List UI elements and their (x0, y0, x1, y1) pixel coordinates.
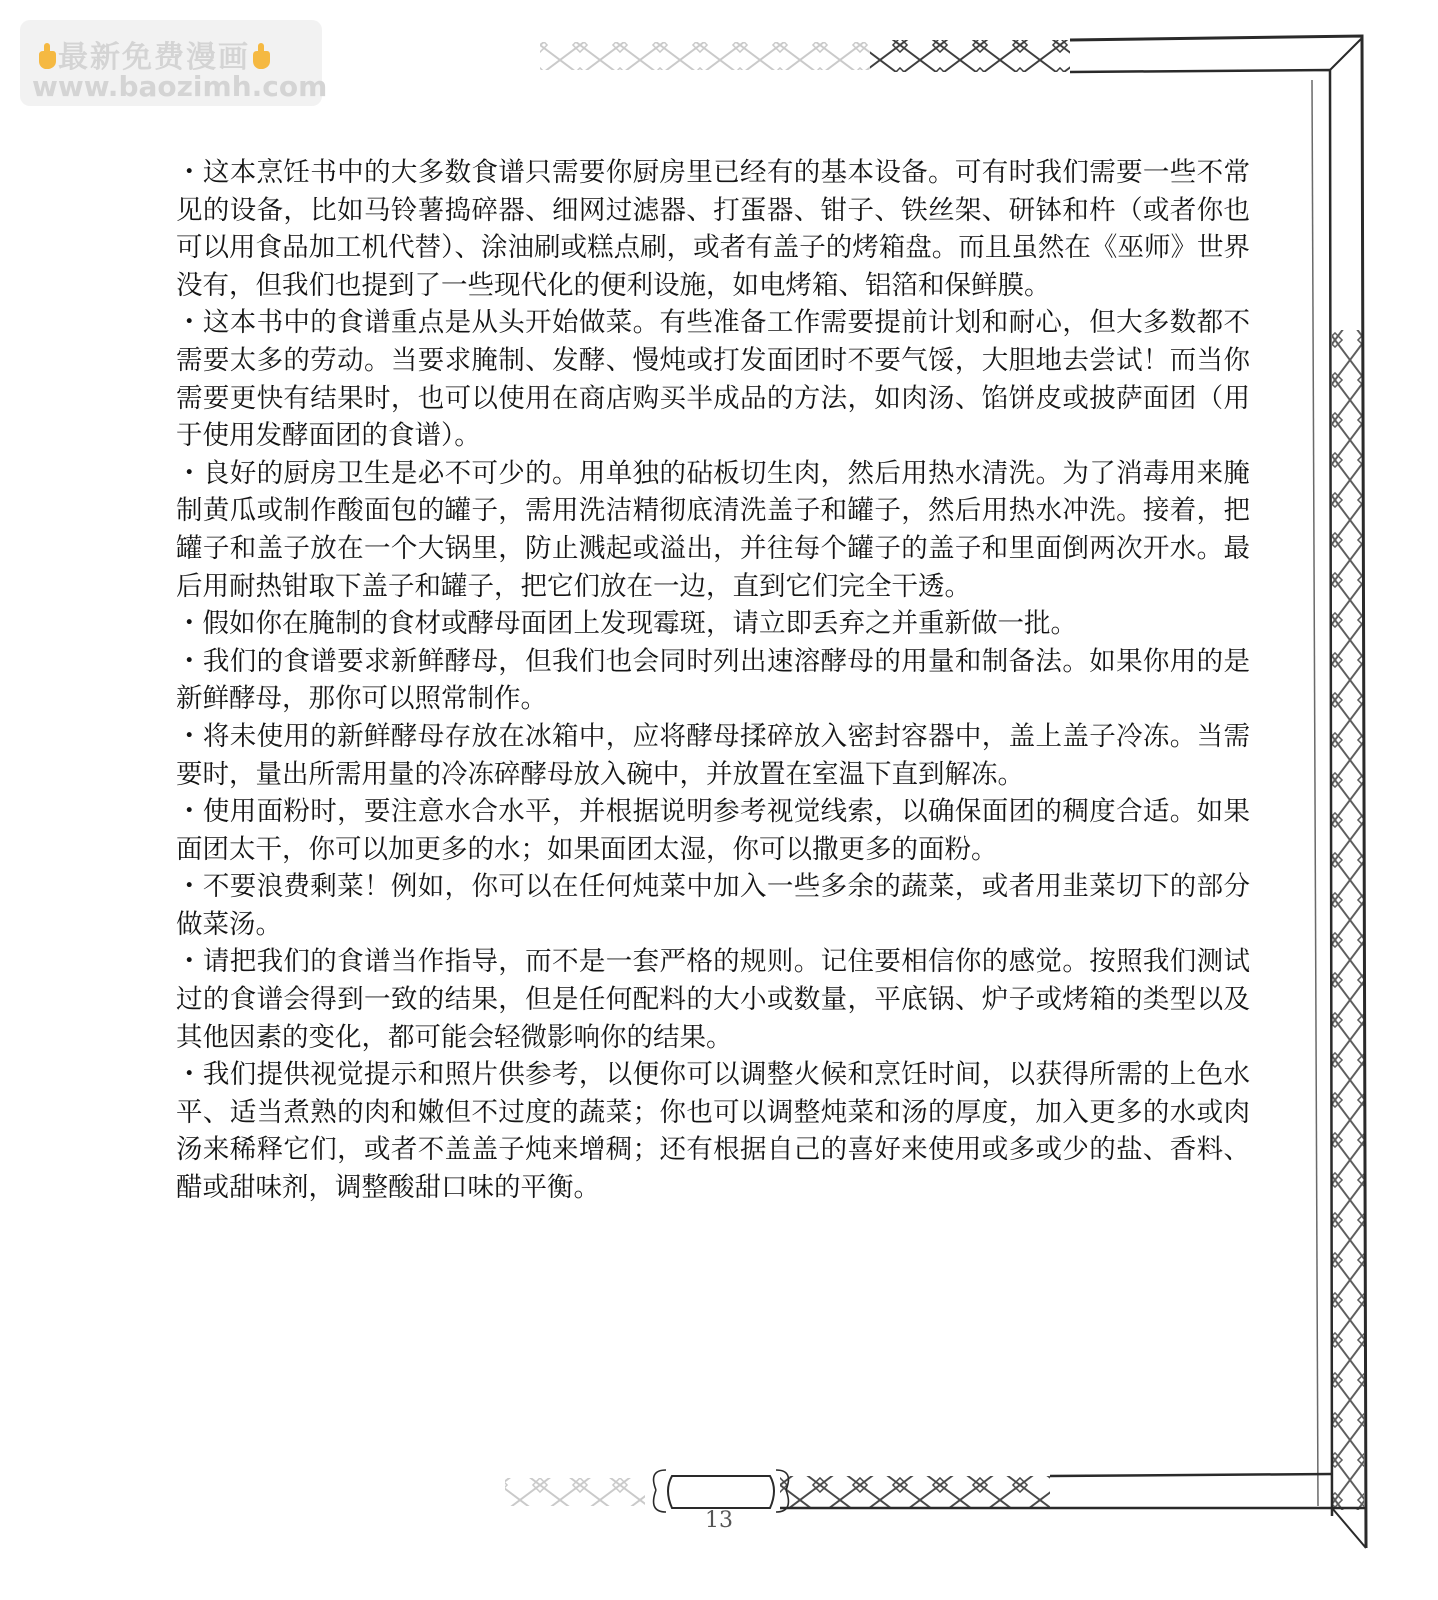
paragraph: ・请把我们的食谱当作指导，而不是一套严格的规则。记住要相信你的感觉。按照我们测试过的食谱会得到一致的结果，但是任何配料的大小或数量，平底锅、炉子或烤箱的类型以及其他因素的变化，都可能会轻微影响你的结果。 (176, 946, 1250, 1053)
paragraph: ・将未使用的新鲜酵母存放在冰箱中，应将酵母揉碎放入密封容器中，盖上盖子冷冻。当需要时，量出所需用量的冷冻碎酵母放入碗中，并放置在室温下直到解冻。 (176, 720, 1250, 790)
paragraph: ・良好的厨房卫生是必不可少的。用单独的砧板切生肉，然后用热水清洗。为了消毒用来腌制黄瓜或制作酸面包的罐子，需用洗洁精彻底清洗盖子和罐子，然后用热水冲洗。接着，把罐子和盖子放在一个大锅里，防止溅起或溢出，并往每个罐子的盖子和里面倒两次开水。最后用耐热钳取下盖子和罐子，把它们放在一边，直到它们完全干透。 (176, 457, 1250, 602)
paragraph: ・不要浪费剩菜！例如，你可以在任何炖菜中加入一些多余的蔬菜，或者用韭菜切下的部分做菜汤。 (176, 871, 1250, 940)
pointing-down-hand-icon (36, 41, 58, 71)
watermark-url: www.baozimh.com (32, 70, 328, 103)
paragraph: ・这本书中的食谱重点是从头开始做菜。有些准备工作需要提前计划和耐心，但大多数都不需要太多的劳动。当要求腌制、发酵、慢炖或打发面团时不要气馁，大胆地去尝试！而当你需要更快有结果时，也可以使用在商店购买半成品的方法，如肉汤、馅饼皮或披萨面团（用于使用发酵面团的食谱）。 (176, 307, 1250, 452)
site-watermark (20, 20, 328, 106)
pointing-down-hand-icon (250, 41, 272, 71)
paragraph: ・假如你在腌制的食材或酵母面团上发现霉斑，请立即丢弃之并重新做一批。 (176, 608, 1077, 640)
page-number-cartouche (655, 1498, 783, 1548)
paragraph: ・我们的食谱要求新鲜酵母，但我们也会同时列出速溶酵母的用量和制备法。如果你用的是新鲜酵母，那你可以照常制作。 (176, 645, 1250, 715)
paragraph: ・使用面粉时，要注意水合水平，并根据说明参考视觉线索，以确保面团的稠度合适。如果面团太干，你可以加更多的水；如果面团太湿，你可以撒更多的面粉。 (176, 796, 1250, 865)
page-number: 13 (705, 1508, 733, 1533)
watermark-title-text: 最新免费漫画 (58, 40, 250, 75)
page-body-text (176, 154, 1250, 1207)
paragraph: ・这本烹饪书中的大多数食谱只需要你厨房里已经有的基本设备。可有时我们需要一些不常见的设备，比如马铃薯捣碎器、细网过滤器、打蛋器、钳子、铁丝架、研钵和杵（或者你也可以用食品加工机代替）、涂油刷或糕点刷，或者有盖子的烤箱盘。而且虽然在《巫师》世界没有，但我们也提到了一些现代化的便利设施，如电烤箱、铝箔和保鲜膜。 (176, 157, 1250, 301)
paragraph: ・我们提供视觉提示和照片供参考，以便你可以调整火候和烹饪时间，以获得所需的上色水平、适当煮熟的肉和嫩但不过度的蔬菜；你也可以调整炖菜和汤的厚度，加入更多的水或肉汤来稀释它们，或者不盖盖子炖来增稠；还有根据自己的喜好来使用或多或少的盐、香料、醋或甜味剂，调整酸甜口味的平衡。 (176, 1059, 1250, 1204)
